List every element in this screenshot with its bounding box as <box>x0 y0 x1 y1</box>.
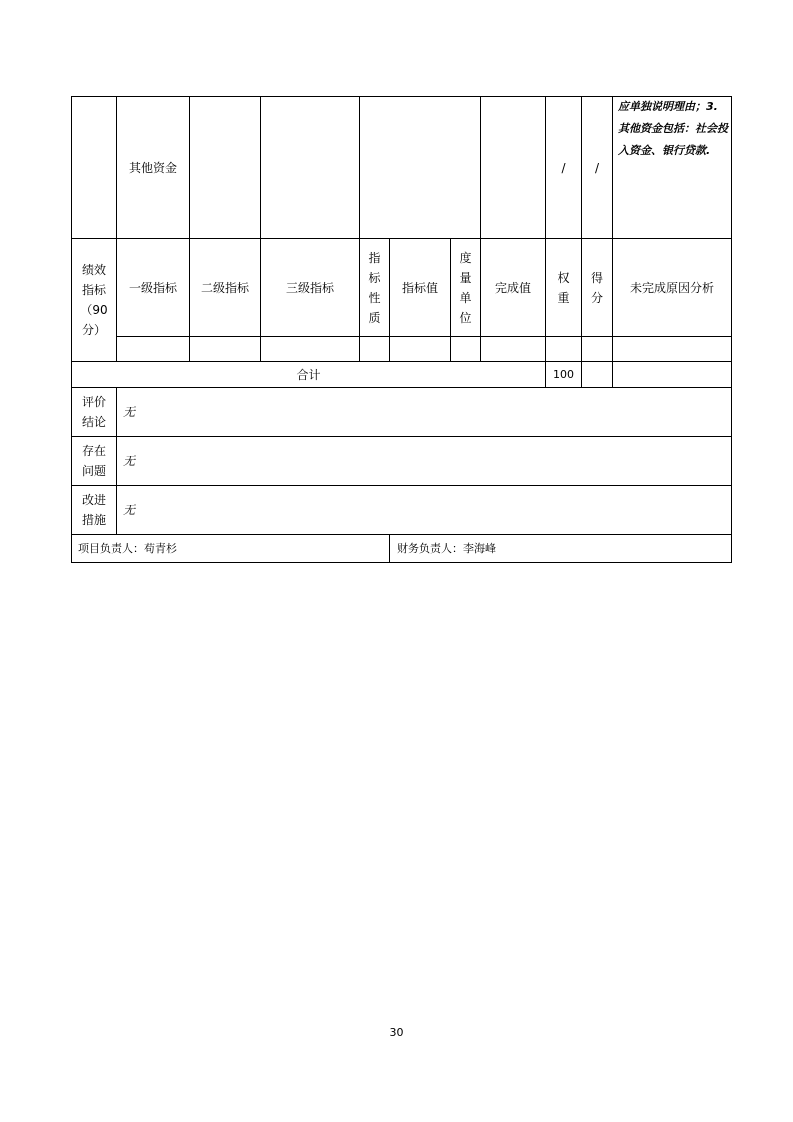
header-weight: 权 重 <box>557 270 570 305</box>
improvements-value: 无 <box>123 503 136 517</box>
total-label: 合计 <box>296 367 321 382</box>
evaluation-value: 无 <box>123 405 136 419</box>
indicator-section-label: 绩效 指标 （90 分） <box>80 263 108 337</box>
table-col-divider <box>116 387 117 535</box>
table-col-divider <box>389 534 390 563</box>
other-funds-weight-mark: / <box>561 160 566 175</box>
improvements-label: 改进 措施 <box>81 493 106 527</box>
header-level3-indicator: 三级指标 <box>285 280 334 295</box>
other-funds-score-mark: / <box>594 160 600 175</box>
header-level1-indicator: 一级指标 <box>128 280 177 295</box>
header-measure-unit: 度 量 单 位 <box>459 250 472 325</box>
table-border-right <box>731 96 732 563</box>
header-level2-indicator: 二级指标 <box>200 280 249 295</box>
table-border-bottom <box>71 562 732 563</box>
other-funds-label: 其他资金 <box>128 160 177 175</box>
total-weight: 100 <box>553 367 574 381</box>
page-number: 30 <box>389 1026 404 1039</box>
problems-value: 无 <box>123 454 136 468</box>
header-indicator-nature: 指 标 性 质 <box>368 250 381 325</box>
other-funds-note: 应单独说明理由；3.其他资金包括：社会投入资金、银行贷款. <box>618 100 728 157</box>
header-score: 得 分 <box>590 270 603 305</box>
table-row-divider <box>116 336 731 337</box>
header-indicator-value: 指标值 <box>401 280 438 295</box>
header-incomplete-reason: 未完成原因分析 <box>629 280 714 295</box>
evaluation-label: 评价 结论 <box>81 395 106 429</box>
header-completed-value: 完成值 <box>494 280 531 295</box>
project-owner: 项目负责人：苟青杉 <box>78 541 177 555</box>
problems-label: 存在 问题 <box>81 444 106 478</box>
finance-owner: 财务负责人：李海峰 <box>397 541 496 555</box>
